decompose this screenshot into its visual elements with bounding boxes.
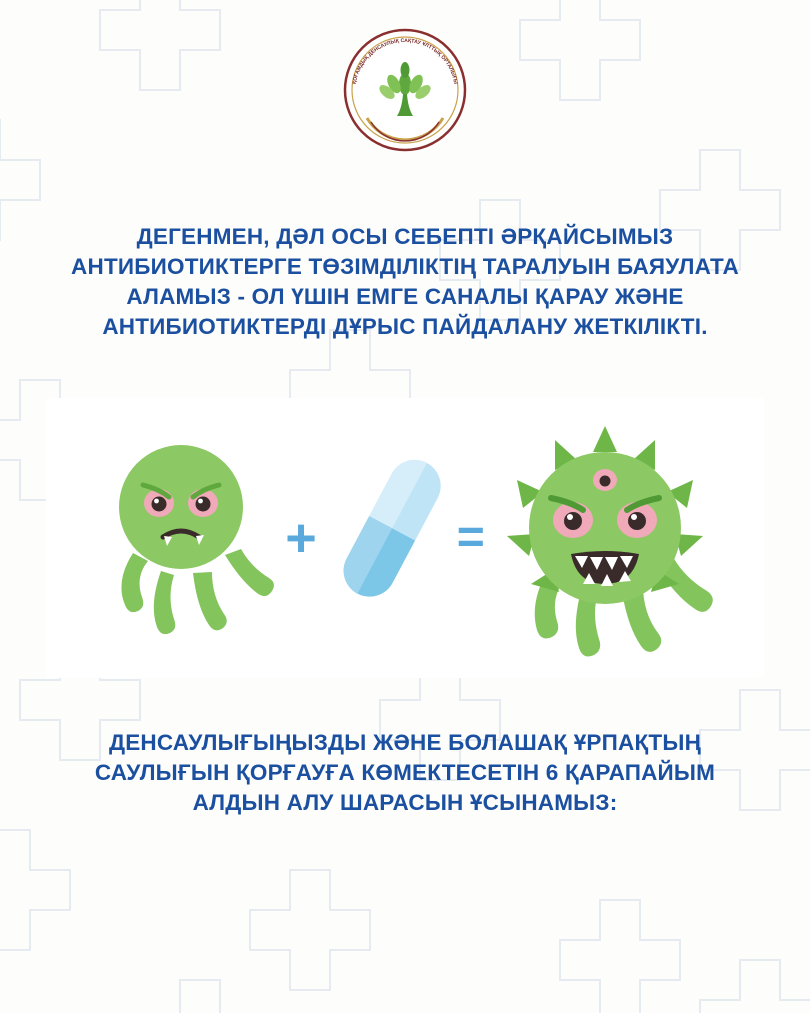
equals-symbol: = [456, 511, 485, 564]
top-heading: ДЕГЕНМЕН, ДӘЛ ОСЫ СЕБЕПТІ ӘРҚАЙСЫМЫЗ АНТИБИОТИКТЕРГЕ ТӨЗІМДІЛІКТІҢ ТАРАЛУЫН БАЯУЛАТА АЛАМЫЗ - ОЛ ҮШІН ЕМГЕ САНАЛЫ ҚАРАУ ЖӘНЕ АНТИБИОТИКТЕРДІ ДҰРЫС ПАЙДАЛАНУ ЖЕТКІЛІКТІ. [71, 224, 739, 339]
green-germ-icon [95, 433, 275, 643]
resistant-superbug-icon [495, 418, 715, 658]
antibiotic-capsule-icon [327, 443, 447, 633]
organization-logo [341, 26, 469, 154]
illustration-panel [46, 398, 764, 678]
svg-text:ҚОҒАМДЫҚ ДЕНСАУЛЫҚ САҚТАУ ҰЛТТ: ҚОҒАМДЫҚ ДЕНСАУЛЫҚ САҚТАУ ҰЛТТЫҚ ОРТАЛЫҒЫ [351, 37, 459, 85]
bottom-heading: ДЕНСАУЛЫҒЫҢЫЗДЫ ЖӘНЕ БОЛАШАҚ ҰРПАҚТЫҢ САУЛЫҒЫН ҚОРҒАУҒА КӨМЕКТЕСЕТІН 6 ҚАРАПАЙЫМ АЛДЫН АЛУ ШАРАСЫН ҰСЫНАМЫЗ: [94, 730, 716, 815]
plus-symbol: + [285, 508, 317, 568]
